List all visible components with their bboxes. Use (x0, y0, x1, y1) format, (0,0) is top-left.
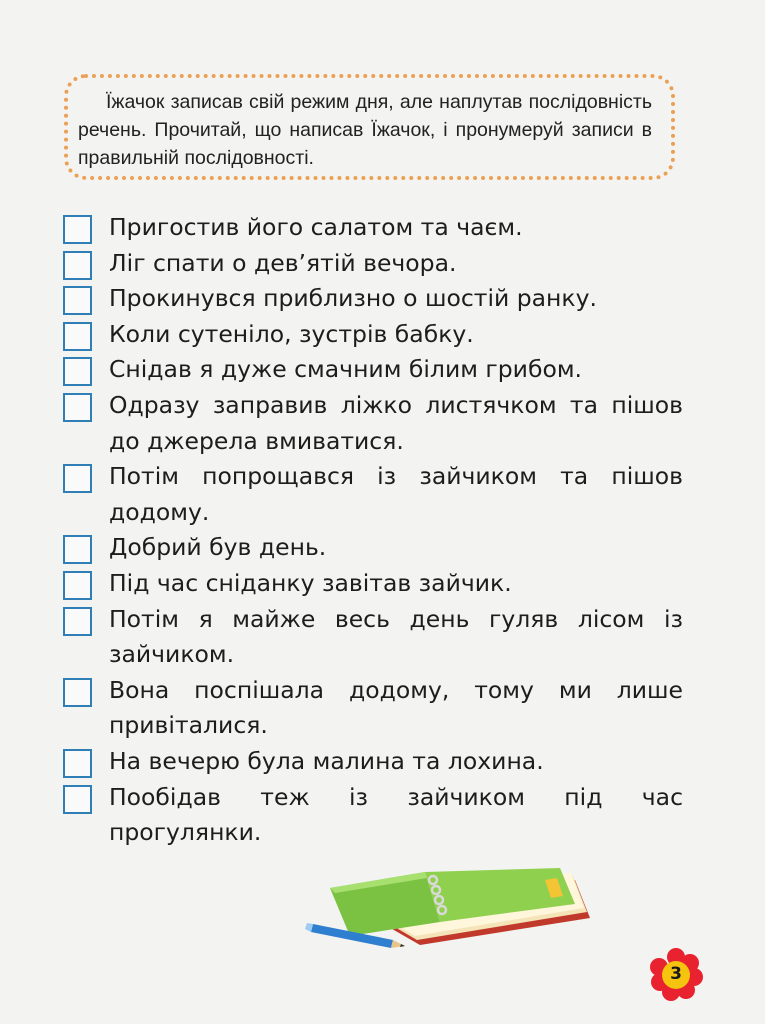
task-text: Вона поспішала додому, тому ми лише привіталися. (109, 675, 683, 740)
list-item (63, 317, 683, 353)
task-text: Прокинувся приблизно о шостій ранку. (109, 284, 597, 313)
list-item (63, 246, 683, 282)
task-text: Пригостив його салатом та чаєм. (109, 213, 523, 241)
answer-box[interactable] (63, 785, 92, 814)
list-item (63, 780, 683, 851)
task-text: Коли сутеніло, зустрів бабку. (109, 319, 474, 348)
answer-box[interactable] (63, 215, 92, 244)
task-text: Потім попрощався із зайчиком та пішов додому. (109, 462, 683, 526)
list-item (63, 566, 683, 602)
list-item (63, 281, 683, 317)
answer-box[interactable] (63, 393, 92, 422)
list-item (63, 352, 683, 388)
task-text: Одразу заправив ліжко листячком та пішов до джерела вмиватися. (109, 390, 683, 455)
task-text: Потім я майже весь день гуляв лісом із зайчиком. (109, 604, 683, 669)
list-item (63, 459, 683, 530)
task-list (63, 210, 683, 851)
task-text: На вечерю була малина та лохина. (109, 746, 544, 775)
page-number: 3 (670, 964, 682, 984)
task-text: Ліг спати о дев’ятій вечора. (109, 248, 457, 277)
answer-box[interactable] (63, 678, 92, 707)
answer-box[interactable] (63, 251, 92, 280)
answer-box[interactable] (63, 535, 92, 564)
list-item (63, 602, 683, 673)
list-item (63, 530, 683, 566)
answer-box[interactable] (63, 607, 92, 636)
answer-box[interactable] (63, 357, 92, 386)
instruction-text: Їжачок записав свій режим дня, але наплутав послідовність речень. Прочитай, що написав Їжачок, і пронумеруй записи в правильній послідовності. (78, 91, 652, 169)
task-text: Під час сніданку завітав зайчик. (109, 568, 512, 597)
task-text: Пообідав теж із зайчиком під час прогулянки. (109, 782, 683, 847)
task-text: Добрий був день. (109, 533, 327, 562)
list-item (63, 210, 683, 246)
task-text: Снідав я дуже смачним білим грибом. (109, 355, 583, 384)
answer-box[interactable] (63, 286, 92, 315)
answer-box[interactable] (63, 322, 92, 351)
answer-box[interactable] (63, 571, 92, 600)
list-item (63, 744, 683, 780)
answer-box[interactable] (63, 464, 92, 493)
notebook-with-pencil-icon (305, 860, 605, 960)
list-item (63, 388, 683, 459)
list-item (63, 673, 683, 744)
answer-box[interactable] (63, 749, 92, 778)
